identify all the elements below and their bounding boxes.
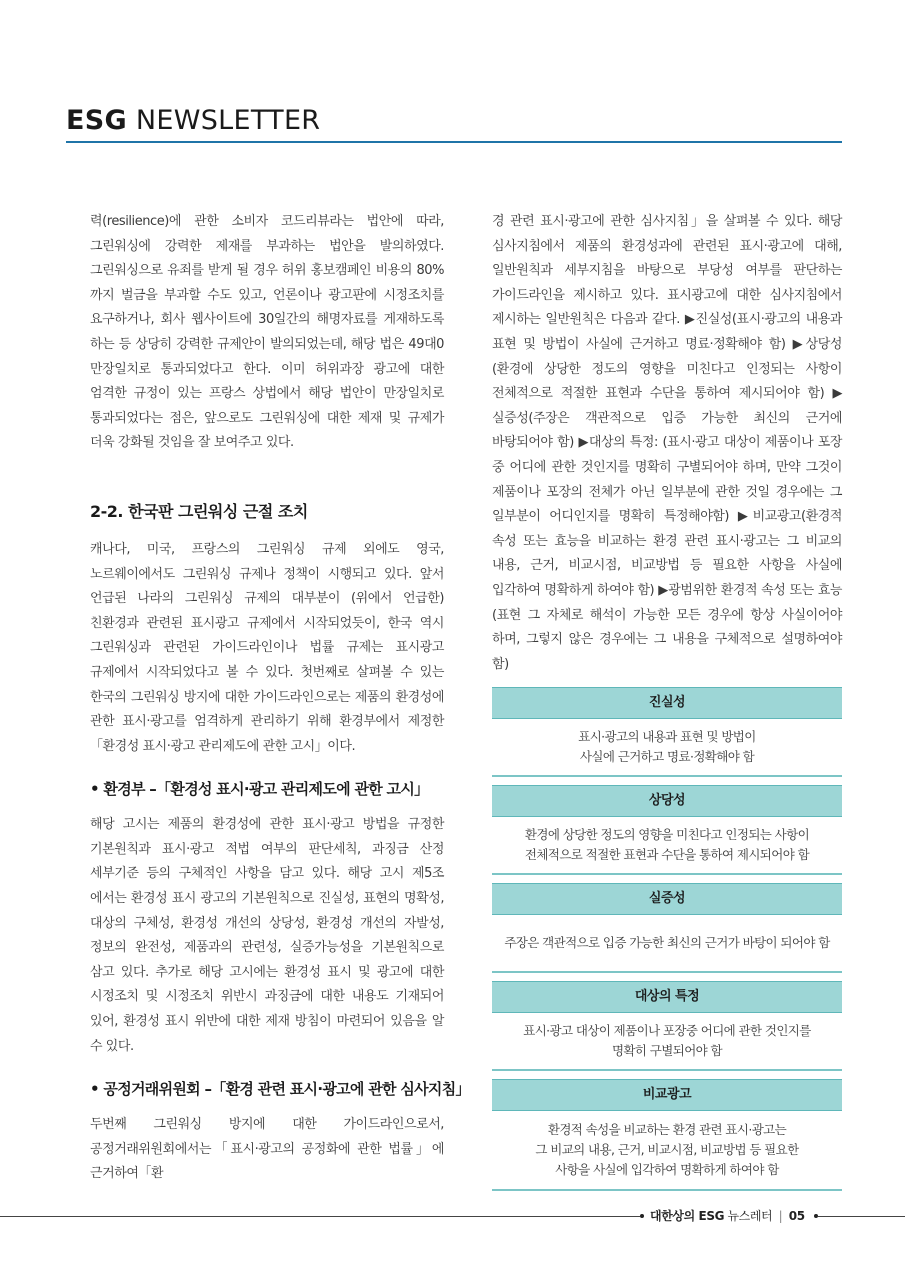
footer-rule-left	[0, 1216, 640, 1217]
footer-separator: |	[778, 1209, 783, 1223]
principle-line: 명확히 구별되어야 함	[611, 1043, 723, 1058]
principle-block	[492, 883, 842, 973]
newsletter-title-rest: NEWSLETTER	[135, 105, 321, 136]
principle-title: 대상의 특정	[492, 981, 842, 1013]
section-heading: 2-2. 한국판 그린워싱 근절 조치	[90, 501, 308, 521]
section-paragraph: 캐나다, 미국, 프랑스의 그린워싱 규제 외에도 영국, 노르웨이에서도 그린워싱 규제나 정책이 시행되고 있다. 앞서 언급된 나라의 그린워싱 규제의 대부분이 (위에서 언급한) 친환경과 관련된 표시광고 규제에서 시작되었듯이, 한국 역시 그린워싱과 관련된 가이드라인이나 법률 규제는 표시광고 규제에서 시작되었다고 볼 수 있다. 첫번째로 살펴볼 수 있는 한국의 그린워싱 방지에 대한 가이드라인으로는 제품의 환경성에 관한 표시·광고를 엄격하게 관리하기 위해 환경부에서 제정한「환경성 표시·광고 관리제도에 관한 고시」이다.	[90, 541, 444, 754]
principle-block	[492, 785, 842, 875]
principle-line: 그 비교의 내용, 근거, 비교시점, 비교방법 등 필요한	[535, 1142, 799, 1157]
newsletter-title-bold: ESG	[66, 105, 127, 136]
footer-rule-right	[818, 1216, 905, 1217]
principle-title: 비교광고	[492, 1079, 842, 1111]
subsection-heading-ministry: • 환경부 –「환경성 표시·광고 관리제도에 관한 고시」	[90, 780, 429, 799]
subsection-paragraph-ministry: 해당 고시는 제품의 환경성에 관한 표시·광고 방법을 규정한 기본원칙과 표시·광고 적법 여부의 판단세칙, 과징금 산정 세부기준 등의 구체적인 사항을 담고 있다. 해당 고시 제5조 에서는 환경성 표시 광고의 기본원칙으로 진실성, 표현의 명확성, 대상의 구체성, 환경성 개선의 상당성, 환경성 개선의 자발성, 정보의 완전성, 제품과의 관련성, 실증가능성을 기본원칙으로 삼고 있다. 추가로 해당 고시에는 환경성 표시 및 광고에 대한 시정조치 및 시정조치 위반시 과징금에 대한 내용도 기재되어 있어, 환경성 표시 위반에 대한 제재 방침이 마련되어 있음을 알 수 있다.	[90, 817, 444, 1054]
principle-description	[492, 817, 842, 875]
principle-line: 사실에 근거하고 명료·정확해야 함	[579, 749, 755, 764]
principle-block	[492, 981, 842, 1071]
principle-title: 실증성	[492, 883, 842, 915]
principle-line: 표시·광고 대상이 제품이나 포장중 어디에 관한 것인지를	[523, 1023, 811, 1038]
principle-description	[492, 1013, 842, 1071]
subsection-paragraph-ftc: 두번째 그린워싱 방지에 대한 가이드라인으로서, 공정거래위원회에서는「표시·광고의 공정화에 관한 법률」에 근거하여「환	[90, 1117, 444, 1182]
footer-dot-left	[640, 1214, 644, 1218]
subsection-heading-ftc: • 공정거래위원회 –「환경 관련 표시·광고에 관한 심사지침」	[90, 1080, 470, 1099]
principle-line: 표시·광고의 내용과 표현 및 방법이	[578, 729, 756, 744]
header-divider	[66, 141, 842, 143]
principle-line: 환경에 상당한 정도의 영향을 미친다고 인정되는 사항이	[524, 827, 810, 842]
footer-label: 뉴스레터	[727, 1209, 773, 1223]
principle-line: 사항을 사실에 입각하여 명확하게 하여야 함	[555, 1162, 779, 1177]
footer	[650, 1206, 805, 1226]
principle-description	[492, 1111, 842, 1191]
footer-org: 대한상의 ESG	[650, 1209, 725, 1223]
page-number: 05	[788, 1209, 805, 1223]
principle-line: 환경적 속성을 비교하는 환경 관련 표시·광고는	[547, 1122, 787, 1137]
newsletter-title	[66, 104, 842, 138]
principle-description	[492, 719, 842, 777]
guideline-paragraph: 경 관련 표시·광고에 관한 심사지침」을 살펴볼 수 있다. 해당 심사지침에서 제품의 환경성과에 관련된 표시·광고에 대해, 일반원칙과 세부지침을 바탕으로 부당성 여부를 판단하는 가이드라인을 제시하고 있다. 표시광고에 대한 심사지침에서 제시하는 일반원칙은 다음과 같다. ▶진실성(표시·광고의 내용과 표현 및 방법이 사실에 근거하고 명료·정확해야 함) ▶상당성(환경에 상당한 정도의 영향을 미친다고 인정되는 사항이 전체적으로 적절한 표현과 수단을 통하여 제시되어야 함) ▶실증성(주장은 객관적으로 입증 가능한 최신의 근거에 바탕되어야 함) ▶대상의 특정: (표시·광고 대상이 제품이나 포장 중 어디에 관한 것인지를 명확히 구별되어야 하며, 만약 그것이 제품이나 포장의 전체가 아닌 일부분에 관한 것일 경우에는 그 일부분이 어디인지를 명확히 특정해야함) ▶비교광고(환경적 속성 또는 효능을 비교하는 환경 관련 표시·광고는 그 비교의 내용, 근거, 비교시점, 비교방법 등 필요한 사항을 사실에 입각하여 명확하게 하여야 함) ▶광범위한 환경적 속성 또는 효능(표현 그 자체로 해석이 가능한 모든 경우에 항상 사실이어야 하며, 그렇지 않은 경우에는 그 내용을 구체적으로 설명하여야 함)	[492, 214, 842, 672]
principle-line: 주장은 객관적으로 입증 가능한 최신의 근거가 바탕이 되어야 함	[504, 935, 830, 950]
principle-description	[492, 915, 842, 973]
principle-block	[492, 1079, 842, 1191]
page-header	[66, 104, 842, 138]
intro-paragraph: 력(resilience)에 관한 소비자 코드리뷰라는 법안에 따라, 그린워싱에 강력한 제재를 부과하는 법안을 발의하였다. 그린워싱으로 유죄를 받게 될 경우 허위 홍보캠페인 비용의 80%까지 벌금을 부과할 수도 있고, 언론이나 광고판에 시정조치를 요구하거나, 회사 웹사이트에 30일간의 해명자료를 게재하도록 하는 등 상당히 강력한 규제안이 발의되었는데, 해당 법은 49대0 만장일치로 통과되었다고 한다. 이미 허위과장 광고에 대한 엄격한 규정이 있는 프랑스 상법에서 해당 법안이 만장일치로 통과되었다는 점은, 앞으로도 그린워싱에 대한 제재 및 규제가 더욱 강화될 것임을 잘 보여주고 있다.	[90, 214, 444, 451]
principle-title: 진실성	[492, 687, 842, 719]
principle-line: 전체적으로 적절한 표현과 수단을 통하여 제시되어야 함	[524, 847, 810, 862]
principle-title: 상당성	[492, 785, 842, 817]
left-column	[90, 210, 470, 1187]
right-column	[492, 210, 842, 1177]
principle-block	[492, 687, 842, 777]
principles-table	[492, 687, 842, 1191]
